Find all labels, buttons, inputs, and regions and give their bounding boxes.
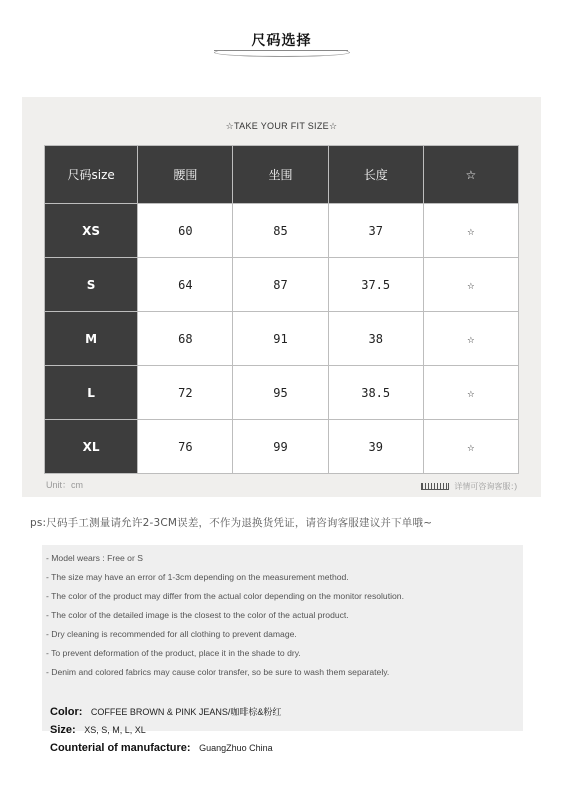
consult-note: [421, 481, 517, 492]
care-notes-list: [46, 552, 404, 685]
length-value: 37.5: [328, 258, 423, 312]
title-divider: [214, 50, 348, 51]
list-item: - Dry cleaning is recommended for all clothing to prevent damage.: [46, 629, 297, 639]
list-item: - The size may have an error of 1-3cm depending on the measurement method.: [46, 572, 349, 582]
star-icon: ☆: [423, 420, 518, 474]
list-item: - Denim and colored fabrics may cause color transfer, so be sure to wash them separately.: [46, 667, 390, 677]
page-header: [0, 30, 563, 50]
hip-value: 85: [233, 204, 328, 258]
size-label: XL: [45, 420, 138, 474]
length-value: 37: [328, 204, 423, 258]
hip-value: 99: [233, 420, 328, 474]
measurement-note: ps:尺码手工测量请允许2-3CM误差，不作为退换货凭证，请咨询客服建议并下单哦~: [30, 517, 433, 529]
waist-value: 76: [138, 420, 233, 474]
header-size: 尺码size: [45, 146, 138, 204]
length-value: 38: [328, 312, 423, 366]
table-row: [45, 204, 519, 258]
spec-color: [50, 705, 281, 718]
size-label: M: [45, 312, 138, 366]
waist-value: 64: [138, 258, 233, 312]
size-value: XS, S, M, L, XL: [84, 725, 146, 735]
size-label: S: [45, 258, 138, 312]
color-label: Color:: [50, 706, 83, 718]
list-item: - The color of the detailed image is the closest to the color of the actual product.: [46, 610, 349, 620]
star-icon: ☆: [423, 366, 518, 420]
table-row: [45, 420, 519, 474]
header-length: 长度: [328, 146, 423, 204]
header-star: ☆: [423, 146, 518, 204]
star-icon: ☆: [423, 312, 518, 366]
waist-value: 60: [138, 204, 233, 258]
star-icon: ☆: [423, 204, 518, 258]
spec-origin: [50, 742, 273, 754]
list-item: - The color of the product may differ from the actual color depending on the monitor resolution.: [46, 591, 404, 601]
unit-label: Unit：cm: [46, 480, 84, 490]
header-waist: 腰围: [138, 146, 233, 204]
table-row: [45, 258, 519, 312]
hip-value: 87: [233, 258, 328, 312]
size-label: XS: [45, 204, 138, 258]
consult-text: 详情可咨询客服：): [454, 482, 517, 491]
list-item: - Model wears : Free or S: [46, 553, 143, 563]
waist-value: 72: [138, 366, 233, 420]
length-value: 39: [328, 420, 423, 474]
table-row: [45, 366, 519, 420]
size-label: Size:: [50, 724, 76, 736]
header-hip: 坐围: [233, 146, 328, 204]
star-icon: ☆: [423, 258, 518, 312]
ruler-icon: [421, 483, 449, 490]
table-header-row: [45, 146, 519, 204]
table-row: [45, 312, 519, 366]
size-table: [44, 145, 519, 474]
size-chart-heading: ☆TAKE YOUR FIT SIZE☆: [225, 121, 338, 131]
waist-value: 68: [138, 312, 233, 366]
color-value: COFFEE BROWN & PINK JEANS/咖啡棕&粉红: [90, 707, 282, 717]
origin-value: GuangZhuo China: [199, 743, 273, 753]
origin-label: Counterial of manufacture:: [50, 742, 191, 754]
list-item: - To prevent deformation of the product, place it in the shade to dry.: [46, 648, 301, 658]
hip-value: 95: [233, 366, 328, 420]
size-label: L: [45, 366, 138, 420]
page-title: 尺码选择: [251, 33, 312, 49]
spec-size: [50, 724, 146, 736]
hip-value: 91: [233, 312, 328, 366]
length-value: 38.5: [328, 366, 423, 420]
